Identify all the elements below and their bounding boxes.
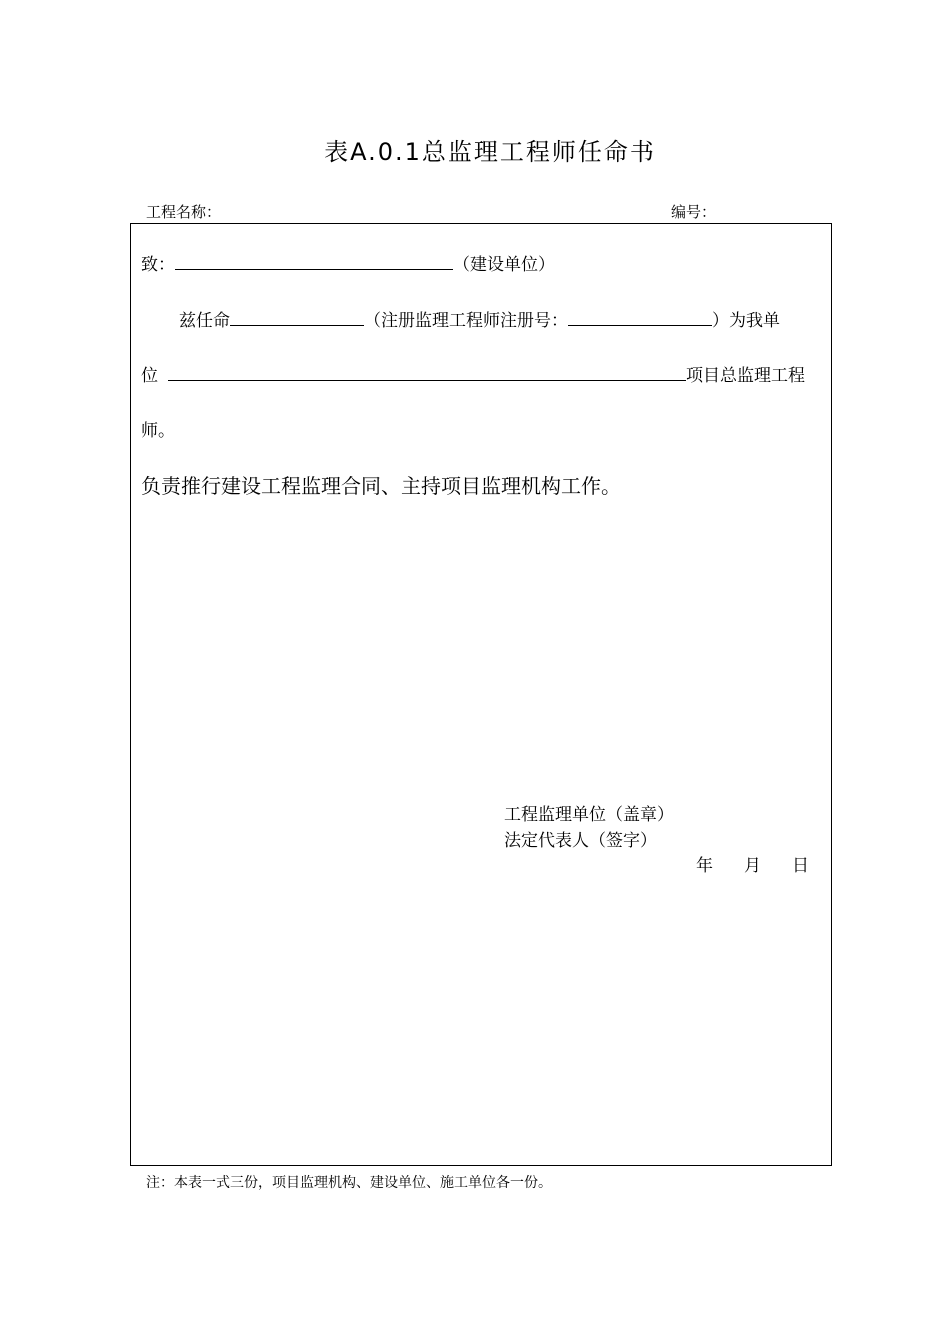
line-four: 师。 bbox=[141, 421, 175, 441]
project-name-blank[interactable] bbox=[168, 364, 686, 381]
to-suffix: （建设单位） bbox=[453, 255, 555, 275]
unit-line bbox=[141, 364, 805, 387]
to-line bbox=[141, 253, 555, 276]
registration-prefix: （注册监理工程师注册号： bbox=[364, 311, 568, 331]
date-month: 月 bbox=[744, 856, 761, 876]
document-title: 表A.0.1总监理工程师任命书 bbox=[324, 138, 656, 166]
project-name-label: 工程名称： bbox=[146, 203, 222, 221]
form-frame bbox=[130, 223, 832, 1166]
unit-prefix: 位 bbox=[141, 366, 158, 386]
date-year: 年 bbox=[696, 856, 713, 876]
number-label: 编号： bbox=[671, 203, 717, 221]
appointee-name-blank[interactable] bbox=[230, 309, 364, 326]
date-day: 日 bbox=[792, 856, 809, 876]
duty-text: 负责推行建设工程监理合同、主持项目监理机构工作。 bbox=[141, 474, 621, 498]
registration-suffix: ）为我单 bbox=[712, 311, 780, 331]
to-label: 致： bbox=[141, 255, 175, 275]
appoint-line bbox=[179, 309, 780, 332]
legal-rep-signature: 法定代表人（签字） bbox=[504, 831, 657, 851]
registration-number-blank[interactable] bbox=[568, 309, 712, 326]
construction-unit-blank[interactable] bbox=[175, 253, 453, 270]
appoint-prefix: 兹任命 bbox=[179, 311, 230, 331]
supervisor-unit-seal: 工程监理单位（盖章） bbox=[504, 805, 674, 825]
footer-note: 注：本表一式三份，项目监理机构、建设单位、施工单位各一份。 bbox=[146, 1175, 552, 1191]
unit-suffix: 项目总监理工程 bbox=[686, 366, 805, 386]
